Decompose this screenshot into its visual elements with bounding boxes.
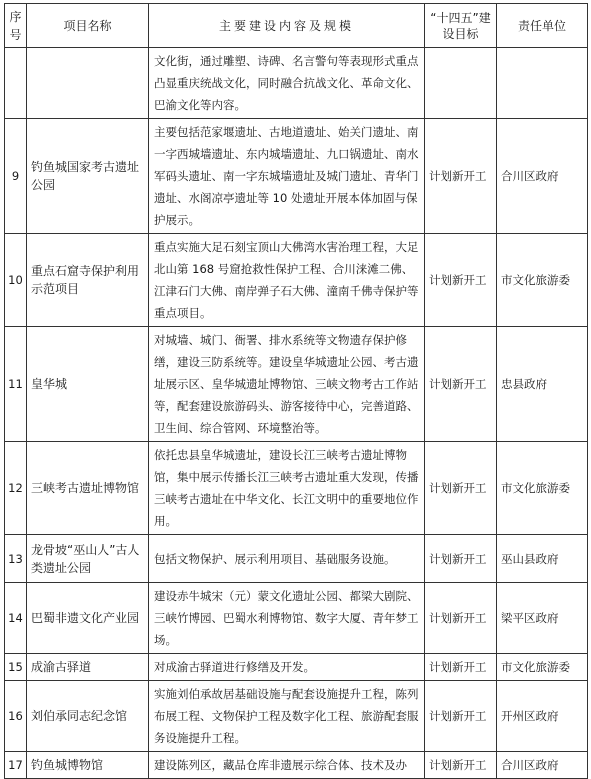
row-unit — [497, 48, 588, 119]
row-unit: 市文化旅游委 — [497, 442, 588, 535]
row-content: 文化街，通过雕塑、诗碑、名言警句等表现形式重点凸显重庆统战文化，同时融合抗战文化、革命文化、巴渝文化等内容。 — [149, 48, 425, 119]
row-target: 计划新开工 — [425, 681, 497, 752]
table-row — [5, 654, 588, 681]
row-target: 计划新开工 — [425, 327, 497, 442]
table-row — [5, 752, 588, 779]
row-num: 10 — [5, 234, 27, 327]
row-unit: 巫山县政府 — [497, 535, 588, 583]
header-content: 主要建设内容及规模 — [149, 4, 425, 48]
row-target: 计划新开工 — [425, 535, 497, 583]
row-num: 11 — [5, 327, 27, 442]
row-target: 计划新开工 — [425, 583, 497, 654]
table-row — [5, 119, 588, 234]
row-num: 15 — [5, 654, 27, 681]
row-unit: 开州区政府 — [497, 681, 588, 752]
row-target: 计划新开工 — [425, 119, 497, 234]
row-name: 皇华城 — [27, 327, 149, 442]
row-unit: 忠县政府 — [497, 327, 588, 442]
row-name: 龙骨坡“巫山人”古人类遗址公园 — [27, 535, 149, 583]
row-content: 对成渝古驿道进行修缮及开发。 — [149, 654, 425, 681]
header-num: 序号 — [5, 4, 27, 48]
row-name: 刘伯承同志纪念馆 — [27, 681, 149, 752]
table-row — [5, 234, 588, 327]
table-row — [5, 327, 588, 442]
projects-table — [4, 3, 588, 779]
row-content: 建设陈列区，藏品仓库非遗展示综合体、技术及办 — [149, 752, 425, 779]
row-content: 重点实施大足石刻宝顶山大佛湾水害治理工程，大足北山第 168 号窟抢救性保护工程、合川涞滩二佛、江津石门大佛、南岸弹子石大佛、潼南千佛寺保护等重点项目。 — [149, 234, 425, 327]
header-unit: 责任单位 — [497, 4, 588, 48]
row-num — [5, 48, 27, 119]
row-unit: 合川区政府 — [497, 752, 588, 779]
row-name: 三峡考古遗址博物馆 — [27, 442, 149, 535]
row-name: 成渝古驿道 — [27, 654, 149, 681]
row-unit: 合川区政府 — [497, 119, 588, 234]
header-row — [5, 4, 588, 48]
row-target: 计划新开工 — [425, 234, 497, 327]
row-num: 16 — [5, 681, 27, 752]
row-content: 建设赤牛城宋（元）蒙文化遗址公园、都梁大剧院、三峡竹博园、巴蜀水利博物馆、数字大厦、青年梦工场。 — [149, 583, 425, 654]
row-num: 13 — [5, 535, 27, 583]
row-unit: 市文化旅游委 — [497, 234, 588, 327]
row-content: 依托忠县皇华城遗址，建设长江三峡考古遗址博物馆，集中展示传播长江三峡考古遗址重大发现，传播三峡考古遗址在中华文化、长江文明中的重要地位作用。 — [149, 442, 425, 535]
row-num: 12 — [5, 442, 27, 535]
header-name: 项目名称 — [27, 4, 149, 48]
row-name: 钓鱼城博物馆 — [27, 752, 149, 779]
row-name — [27, 48, 149, 119]
row-target: 计划新开工 — [425, 654, 497, 681]
row-content: 主要包括范家堰遗址、古地道遗址、始关门遗址、南一字西城墙遗址、东内城墙遗址、九口锅遗址、南水军码头遗址、南一字东城墙遗址及城门遗址、青华门遗址、水阁凉亭遗址等 10 处遗址开展本体加固与保护展示。 — [149, 119, 425, 234]
row-content: 实施刘伯承故居基础设施与配套设施提升工程，陈列布展工程、文物保护工程及数字化工程、旅游配套服务设施提升工程。 — [149, 681, 425, 752]
table-row — [5, 583, 588, 654]
row-num: 17 — [5, 752, 27, 779]
row-content: 对城墙、城门、衙署、排水系统等文物遗存保护修缮，建设三防系统等。建设皇华城遗址公园、考古遗址展示区、皇华城遗址博物馆、三峡文物考古工作站等，配套建设旅游码头、游客接待中心，完善道路、卫生间、综合管网、环境整治等。 — [149, 327, 425, 442]
table-row — [5, 535, 588, 583]
table-row — [5, 442, 588, 535]
row-num: 9 — [5, 119, 27, 234]
row-unit: 市文化旅游委 — [497, 654, 588, 681]
row-content: 包括文物保护、展示利用项目、基础服务设施。 — [149, 535, 425, 583]
header-target: “十四五”建设目标 — [425, 4, 497, 48]
table-row — [5, 48, 588, 119]
row-target — [425, 48, 497, 119]
row-target: 计划新开工 — [425, 442, 497, 535]
row-name: 重点石窟寺保护利用示范项目 — [27, 234, 149, 327]
row-name: 巴蜀非遗文化产业园 — [27, 583, 149, 654]
row-target: 计划新开工 — [425, 752, 497, 779]
row-num: 14 — [5, 583, 27, 654]
row-unit: 梁平区政府 — [497, 583, 588, 654]
table-row — [5, 681, 588, 752]
row-name: 钓鱼城国家考古遗址公园 — [27, 119, 149, 234]
